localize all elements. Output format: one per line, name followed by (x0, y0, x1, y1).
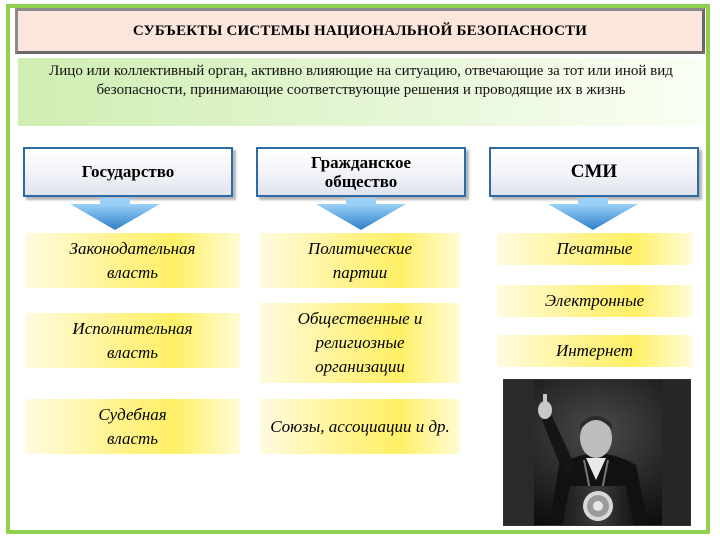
item-legislative-label: Законодательная власть (69, 238, 196, 282)
arrow-down-icon (548, 198, 638, 232)
item-print-media-label: Печатные (556, 239, 633, 258)
item-judicial (25, 399, 240, 454)
speaker-at-podium-image (504, 380, 691, 526)
item-public-religious-orgs-label: Общественные и религиозные организации (297, 309, 423, 376)
item-unions-associations-label: Союзы, ассоциации и др. (270, 416, 450, 436)
item-executive (25, 313, 240, 368)
item-executive-label: Исполнительная власть (72, 318, 193, 362)
arrow-down-icon (70, 198, 160, 232)
item-unions-associations (260, 399, 460, 454)
title-bar (15, 8, 705, 54)
item-electronic-media (497, 285, 692, 317)
item-electronic-media-label: Электронные (544, 291, 645, 310)
item-political-parties (260, 233, 460, 288)
header-civil-society (256, 147, 466, 197)
speaker-photo (503, 379, 691, 526)
arrow-down-icon (316, 198, 406, 232)
item-internet-label: Интернет (555, 341, 634, 360)
header-media-label: СМИ (570, 161, 618, 182)
item-political-parties-label: Политические партии (307, 238, 413, 282)
definition-text: Лицо или коллективный орган, активно влияющие на ситуацию, отвечающие за тот или иной вид безопасности, принимающие соответствующие решения и проводящие их в жизнь (18, 58, 704, 126)
slide-title: СУБЪЕКТЫ СИСТЕМЫ НАЦИОНАЛЬНОЙ БЕЗОПАСНОСТИ (132, 22, 588, 39)
item-print-media (497, 233, 692, 265)
header-state (23, 147, 233, 197)
item-public-religious-orgs (260, 303, 460, 383)
item-internet (497, 335, 692, 367)
header-media (489, 147, 699, 197)
item-judicial-label: Судебная власть (98, 404, 167, 448)
header-state-label: Государство (81, 162, 175, 181)
item-legislative (25, 233, 240, 288)
header-civil-society-label: Гражданское общество (310, 153, 412, 191)
